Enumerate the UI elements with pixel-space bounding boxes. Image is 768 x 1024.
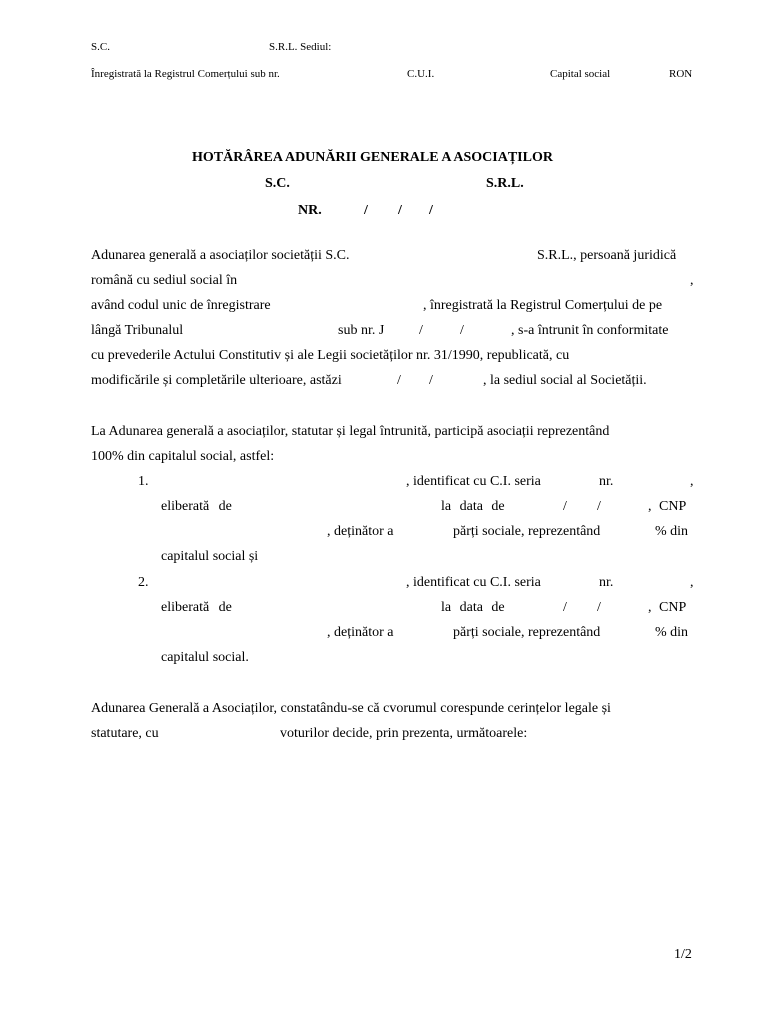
text: , CNP [648,600,687,615]
paragraph-1-line [91,298,695,318]
text: % din [655,524,689,539]
text: , [690,474,694,489]
text: , s-a întrunit în conformitate [511,323,669,338]
text: modificările și completările ulterioare, astăzi [91,373,342,388]
paragraph-1-line [91,323,695,343]
paragraph-1-line [91,348,695,368]
text: / [419,323,423,338]
text: , deținător a [327,625,394,640]
title-slash: / [364,203,368,218]
list-item-line [91,600,695,620]
text: nr. [599,575,614,590]
text: părți sociale, reprezentând [453,524,601,539]
text: , identificat cu C.I. seria [406,575,541,590]
title-srl: S.R.L. [486,176,524,191]
list-item [91,474,695,494]
text: capitalul social. [161,650,249,665]
text: / [563,600,567,615]
paragraph-1-line [91,248,695,268]
text: română cu sediul social în [91,273,238,288]
text: / [563,499,567,514]
text: La Adunarea generală a asociaților, statutar și legal întrunită, participă asociații reprezentând [91,424,610,439]
text: voturilor decide, prin prezenta, următoarele: [280,726,528,741]
text: eliberată de [161,499,232,514]
list-item [91,575,695,595]
text: la data de [441,600,505,615]
item-number: 2. [138,575,149,590]
title-sc: S.C. [265,176,290,191]
text: cu prevederile Actului Constitutiv și ale Legii societăților nr. 31/1990, republicată, cu [91,348,570,363]
document-title: HOTĂRÂREA ADUNĂRII GENERALE A ASOCIAȚILOR [192,150,553,165]
header-registru: Înregistrată la Registrul Comerțului sub nr. [91,68,280,80]
paragraph-3-line [91,726,695,746]
paragraph-1-line [91,273,695,293]
text: la data de [441,499,505,514]
text: 100% din capitalul social, astfel: [91,449,275,464]
list-item-line [91,549,695,569]
text: / [460,323,464,338]
paragraph-2-line [91,449,695,469]
text: având codul unic de înregistrare [91,298,271,313]
header-sc: S.C. [91,41,110,53]
text: % din [655,625,689,640]
list-item-line [91,650,695,670]
text: eliberată de [161,600,232,615]
title-nr: NR. [298,203,322,218]
text: / [429,373,433,388]
text: lângă Tribunalul [91,323,184,338]
list-item-line [91,499,695,519]
text: , [690,575,694,590]
text: / [397,373,401,388]
paragraph-3-line [91,701,695,721]
text: , la sediul social al Societății. [483,373,647,388]
header-capital: Capital social [550,68,611,80]
text: S.R.L., persoană juridică [537,248,677,263]
text: , identificat cu C.I. seria [406,474,541,489]
text: Adunarea generală a asociaților societății S.C. [91,248,350,263]
text: , [690,273,694,288]
title-slash: / [429,203,433,218]
title-slash: / [398,203,402,218]
text: , CNP [648,499,687,514]
text: , deținător a [327,524,394,539]
header-ron: RON [669,68,693,80]
page-number: 1/2 [674,947,692,962]
header-srl-sediul: S.R.L. Sediul: [269,41,332,53]
text: / [597,499,601,514]
text: / [597,600,601,615]
text: părți sociale, reprezentând [453,625,601,640]
list-item-line [91,524,695,544]
text: sub nr. J [338,323,385,338]
text: nr. [599,474,614,489]
header-cui: C.U.I. [407,68,435,80]
text: Adunarea Generală a Asociaților, constatându-se că cvorumul corespunde cerințelor legale și [91,701,611,716]
text: , înregistrată la Registrul Comerțului de pe [423,298,663,313]
list-item-line [91,625,695,645]
text: statutare, cu [91,726,159,741]
paragraph-1-line [91,373,695,393]
paragraph-2-line [91,424,695,444]
item-number: 1. [138,474,149,489]
text: capitalul social și [161,549,259,564]
